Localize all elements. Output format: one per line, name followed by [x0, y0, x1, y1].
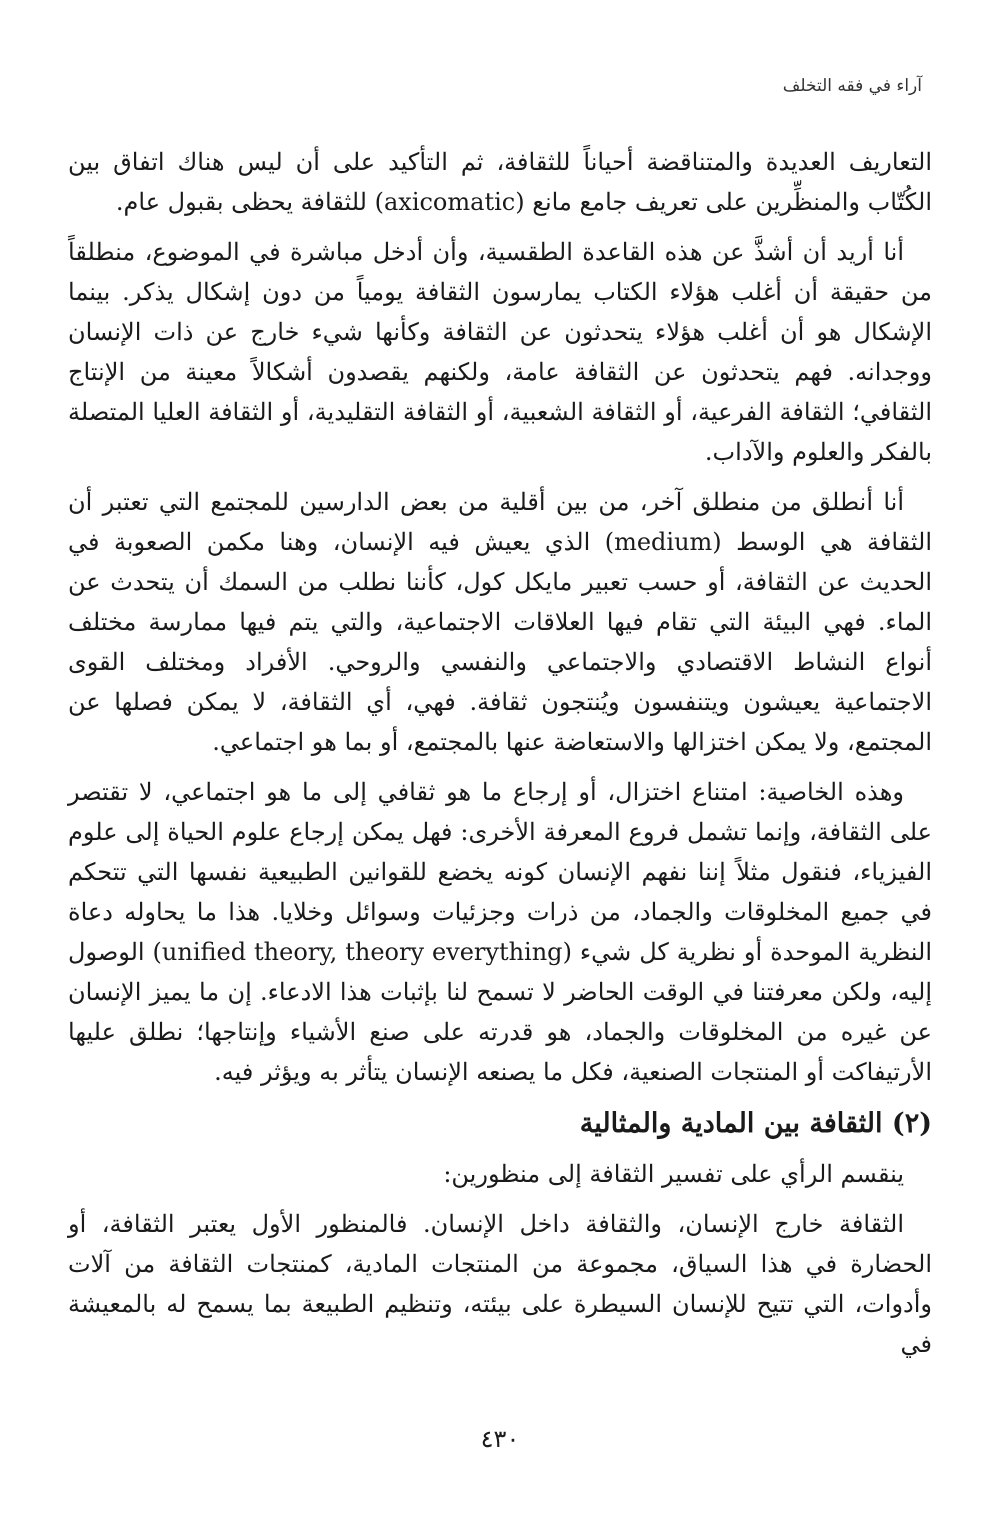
paragraph-1: التعاريف العديدة والمتناقضة أحياناً للثقافة، ثم التأكيد على أن ليس هناك اتفاق بين الكُتّاب والمنظِّرين على تعريف جامع مانع (axicomatic) للثقافة يحظى بقبول عام.	[68, 148, 932, 216]
paragraph-2: أنا أريد أن أشذَّ عن هذه القاعدة الطقسية، وأن أدخل مباشرة في الموضوع، منطلقاً من حقيقة أن أغلب هؤلاء الكتاب يمارسون الثقافة يومياً من دون إشكال يذكر. بينما الإشكال هو أن أغلب هؤلاء يتحدثون عن الثقافة وكأنها شيء خارج عن ذات الإنسان ووجدانه. فهم يتحدثون عن الثقافة عامة، ولكنهم يقصدون أشكالاً معينة من الإنتاج الثقافي؛ الثقافة الفرعية، أو الثقافة الشعبية، أو الثقافة التقليدية، أو الثقافة العليا المتصلة بالفكر والعلوم والآداب.	[68, 238, 932, 466]
section-heading: (٢) الثقافة بين المادية والمثالية	[579, 1108, 932, 1139]
page-number: ٤٣٠	[480, 1425, 520, 1453]
body-text	[68, 142, 932, 1374]
paragraph-3: أنا أنطلق من منطلق آخر، من بين أقلية من بعض الدارسين للمجتمع التي تعتبر أن الثقافة هي الوسط (medium) الذي يعيش فيه الإنسان، وهنا مكمن الصعوبة في الحديث عن الثقافة، أو حسب تعبير مايكل كول، كأننا نطلب من السمك أن يتحدث عن الماء. فهي البيئة التي تقام فيها العلاقات الاجتماعية، والتي يتم فيها ممارسة مختلف أنواع النشاط الاقتصادي والاجتماعي والنفسي والروحي. الأفراد ومختلف القوى الاجتماعية يعيشون ويتنفسون ويُنتجون ثقافة. فهي، أي الثقافة، لا يمكن فصلها عن المجتمع، ولا يمكن اختزالها والاستعاضة عنها بالمجتمع، أو بما هو اجتماعي.	[68, 488, 932, 756]
section-paragraph-2: الثقافة خارج الإنسان، والثقافة داخل الإنسان. فالمنظور الأول يعتبر الثقافة، أو الحضارة في هذا السياق، مجموعة من المنتجات المادية، كمنتجات الثقافة من آلات وأدوات، التي تتيح للإنسان السيطرة على بيئته، وتنظيم الطبيعة بما يسمح له بالمعيشة في	[68, 1210, 932, 1358]
section-paragraph-1: ينقسم الرأي على تفسير الثقافة إلى منظورين:	[443, 1160, 904, 1188]
running-header: آراء في فقه التخلف	[782, 76, 922, 96]
paragraph-4: وهذه الخاصية: امتناع اختزال، أو إرجاع ما هو ثقافي إلى ما هو اجتماعي، لا تقتصر على الثقافة، وإنما تشمل فروع المعرفة الأخرى: فهل يمكن إرجاع علوم الحياة إلى علوم الفيزياء، فنقول مثلاً إننا نفهم الإنسان كونه يخضع للقوانين الطبيعية نفسها التي تتحكم في جميع المخلوقات والجماد، من ذرات وجزئيات وسوائل وخلايا. هذا ما يحاوله دعاة النظرية الموحدة أو نظرية كل شيء (unified theory, theory everything) الوصول إليه، ولكن معرفتنا في الوقت الحاضر لا تسمح لنا بإثبات هذا الادعاء. إن ما يميز الإنسان عن غيره من المخلوقات والجماد، هو قدرته على صنع الأشياء وإنتاجها؛ نطلق عليها الأرتيفاكت أو المنتجات الصنعية، فكل ما يصنعه الإنسان يتأثر به ويؤثر فيه.	[68, 778, 933, 1086]
